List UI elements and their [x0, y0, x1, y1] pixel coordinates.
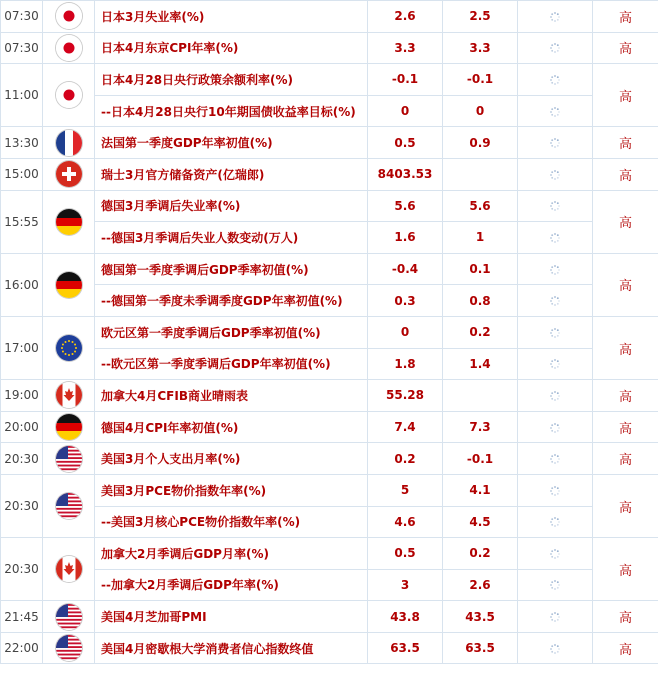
event-time: 19:00: [1, 380, 43, 412]
event-name-link[interactable]: 瑞士3月官方储备资产(亿瑞郎): [95, 158, 368, 190]
country-flag-cell: [43, 632, 95, 664]
actual-value-cell: [518, 632, 593, 664]
table-row: [1, 538, 658, 570]
event-time: 22:00: [1, 632, 43, 664]
event-name-link[interactable]: --加拿大2月季调后GDP年率(%): [95, 569, 368, 601]
event-name-link[interactable]: 欧元区第一季度季调后GDP季率初值(%): [95, 316, 368, 348]
country-flag-cell: [43, 411, 95, 443]
loading-spinner-icon: [549, 579, 561, 591]
loading-spinner-icon: [549, 390, 561, 402]
previous-value: 0: [368, 95, 443, 127]
actual-value-cell: [518, 64, 593, 96]
previous-value: 55.28: [368, 380, 443, 412]
forecast-value: 2.5: [443, 1, 518, 33]
previous-value: 5: [368, 474, 443, 506]
japan-flag-icon: [56, 82, 82, 108]
forecast-value: 0.8: [443, 285, 518, 317]
forecast-value: 63.5: [443, 632, 518, 664]
importance-label: 高: [593, 1, 658, 33]
forecast-value: [443, 380, 518, 412]
loading-spinner-icon: [549, 516, 561, 528]
previous-value: 2.6: [368, 1, 443, 33]
previous-value: 1.8: [368, 348, 443, 380]
table-row: [1, 158, 658, 190]
importance-label: 高: [593, 538, 658, 601]
country-flag-cell: [43, 316, 95, 379]
event-name-link[interactable]: --德国第一季度未季调季度GDP年率初值(%): [95, 285, 368, 317]
importance-label: 高: [593, 158, 658, 190]
event-name-link[interactable]: --欧元区第一季度季调后GDP年率初值(%): [95, 348, 368, 380]
table-row: [1, 632, 658, 664]
event-name-link[interactable]: 美国3月个人支出月率(%): [95, 443, 368, 475]
japan-flag-icon: [56, 3, 82, 29]
loading-spinner-icon: [549, 453, 561, 465]
event-time: 21:45: [1, 601, 43, 633]
forecast-value: 4.5: [443, 506, 518, 538]
importance-label: 高: [593, 601, 658, 633]
importance-label: 高: [593, 64, 658, 127]
actual-value-cell: [518, 32, 593, 64]
previous-value: 8403.53: [368, 158, 443, 190]
event-name-link[interactable]: --日本4月28日央行10年期国债收益率目标(%): [95, 95, 368, 127]
event-name-link[interactable]: --德国3月季调后失业人数变动(万人): [95, 222, 368, 254]
forecast-value: 2.6: [443, 569, 518, 601]
actual-value-cell: [518, 506, 593, 538]
actual-value-cell: [518, 127, 593, 159]
event-name-link[interactable]: 加拿大2月季调后GDP月率(%): [95, 538, 368, 570]
forecast-value: 1.4: [443, 348, 518, 380]
forecast-value: -0.1: [443, 443, 518, 475]
country-flag-cell: [43, 253, 95, 316]
table-row: [1, 253, 658, 285]
previous-value: 43.8: [368, 601, 443, 633]
loading-spinner-icon: [549, 358, 561, 370]
event-time: 16:00: [1, 253, 43, 316]
event-name-link[interactable]: 美国4月密歇根大学消费者信心指数终值: [95, 632, 368, 664]
event-time: 11:00: [1, 64, 43, 127]
table-row: [1, 285, 658, 317]
previous-value: 5.6: [368, 190, 443, 222]
event-name-link[interactable]: 德国第一季度季调后GDP季率初值(%): [95, 253, 368, 285]
importance-label: 高: [593, 127, 658, 159]
event-time: 13:30: [1, 127, 43, 159]
previous-value: 3: [368, 569, 443, 601]
actual-value-cell: [518, 316, 593, 348]
loading-spinner-icon: [549, 106, 561, 118]
table-row: [1, 316, 658, 348]
actual-value-cell: [518, 443, 593, 475]
event-name-link[interactable]: 德国4月CPI年率初值(%): [95, 411, 368, 443]
country-flag-cell: [43, 1, 95, 33]
event-name-link[interactable]: --美国3月核心PCE物价指数年率(%): [95, 506, 368, 538]
event-name-link[interactable]: 法国第一季度GDP年率初值(%): [95, 127, 368, 159]
loading-spinner-icon: [549, 42, 561, 54]
forecast-value: [443, 158, 518, 190]
event-time: 20:30: [1, 538, 43, 601]
forecast-value: 5.6: [443, 190, 518, 222]
actual-value-cell: [518, 222, 593, 254]
loading-spinner-icon: [549, 11, 561, 23]
previous-value: 1.6: [368, 222, 443, 254]
table-row: [1, 64, 658, 96]
event-name-link[interactable]: 日本3月失业率(%): [95, 1, 368, 33]
forecast-value: 0.1: [443, 253, 518, 285]
germany-flag-icon: [56, 272, 82, 298]
previous-value: 7.4: [368, 411, 443, 443]
loading-spinner-icon: [549, 485, 561, 497]
actual-value-cell: [518, 601, 593, 633]
forecast-value: 0.2: [443, 538, 518, 570]
loading-spinner-icon: [549, 169, 561, 181]
event-time: 07:30: [1, 32, 43, 64]
importance-label: 高: [593, 443, 658, 475]
actual-value-cell: [518, 348, 593, 380]
loading-spinner-icon: [549, 232, 561, 244]
country-flag-cell: [43, 380, 95, 412]
event-name-link[interactable]: 德国3月季调后失业率(%): [95, 190, 368, 222]
forecast-value: 43.5: [443, 601, 518, 633]
country-flag-cell: [43, 158, 95, 190]
usa-flag-icon: [56, 604, 82, 630]
table-row: [1, 1, 658, 33]
event-name-link[interactable]: 加拿大4月CFIB商业晴雨表: [95, 380, 368, 412]
table-row: [1, 95, 658, 127]
previous-value: 3.3: [368, 32, 443, 64]
country-flag-cell: [43, 538, 95, 601]
importance-label: 高: [593, 253, 658, 316]
previous-value: 4.6: [368, 506, 443, 538]
loading-spinner-icon: [549, 295, 561, 307]
previous-value: -0.1: [368, 64, 443, 96]
country-flag-cell: [43, 601, 95, 633]
previous-value: -0.4: [368, 253, 443, 285]
table-row: [1, 32, 658, 64]
forecast-value: 0: [443, 95, 518, 127]
country-flag-cell: [43, 127, 95, 159]
actual-value-cell: [518, 569, 593, 601]
table-row: [1, 127, 658, 159]
previous-value: 63.5: [368, 632, 443, 664]
actual-value-cell: [518, 253, 593, 285]
importance-label: 高: [593, 316, 658, 379]
actual-value-cell: [518, 411, 593, 443]
loading-spinner-icon: [549, 74, 561, 86]
previous-value: 0.2: [368, 443, 443, 475]
forecast-value: -0.1: [443, 64, 518, 96]
event-time: 07:30: [1, 1, 43, 33]
importance-label: 高: [593, 190, 658, 253]
usa-flag-icon: [56, 446, 82, 472]
event-time: 15:55: [1, 190, 43, 253]
previous-value: 0.5: [368, 127, 443, 159]
country-flag-cell: [43, 64, 95, 127]
table-row: [1, 348, 658, 380]
actual-value-cell: [518, 538, 593, 570]
importance-label: 高: [593, 411, 658, 443]
country-flag-cell: [43, 443, 95, 475]
importance-label: 高: [593, 474, 658, 537]
country-flag-cell: [43, 474, 95, 537]
forecast-value: 1: [443, 222, 518, 254]
forecast-value: 0.9: [443, 127, 518, 159]
table-row: [1, 506, 658, 538]
forecast-value: 7.3: [443, 411, 518, 443]
loading-spinner-icon: [549, 264, 561, 276]
actual-value-cell: [518, 285, 593, 317]
actual-value-cell: [518, 158, 593, 190]
event-time: 20:00: [1, 411, 43, 443]
country-flag-cell: [43, 32, 95, 64]
germany-flag-icon: [56, 414, 82, 440]
forecast-value: 0.2: [443, 316, 518, 348]
actual-value-cell: [518, 474, 593, 506]
japan-flag-icon: [56, 35, 82, 61]
loading-spinner-icon: [549, 643, 561, 655]
germany-flag-icon: [56, 209, 82, 235]
table-row: [1, 474, 658, 506]
table-row: [1, 569, 658, 601]
canada-flag-icon: [56, 556, 82, 582]
importance-label: 高: [593, 632, 658, 664]
event-name-link[interactable]: 日本4月28日央行政策余额利率(%): [95, 64, 368, 96]
event-name-link[interactable]: 日本4月东京CPI年率(%): [95, 32, 368, 64]
importance-label: 高: [593, 32, 658, 64]
loading-spinner-icon: [549, 137, 561, 149]
actual-value-cell: [518, 380, 593, 412]
forecast-value: 3.3: [443, 32, 518, 64]
event-time: 20:30: [1, 443, 43, 475]
table-row: [1, 222, 658, 254]
loading-spinner-icon: [549, 327, 561, 339]
table-row: [1, 411, 658, 443]
table-row: [1, 601, 658, 633]
event-name-link[interactable]: 美国4月芝加哥PMI: [95, 601, 368, 633]
canada-flag-icon: [56, 382, 82, 408]
forecast-value: 4.1: [443, 474, 518, 506]
previous-value: 0.3: [368, 285, 443, 317]
usa-flag-icon: [56, 635, 82, 661]
eu-flag-icon: [56, 335, 82, 361]
country-flag-cell: [43, 190, 95, 253]
loading-spinner-icon: [549, 548, 561, 560]
table-row: [1, 190, 658, 222]
event-name-link[interactable]: 美国3月PCE物价指数年率(%): [95, 474, 368, 506]
switzerland-flag-icon: [56, 161, 82, 187]
actual-value-cell: [518, 95, 593, 127]
loading-spinner-icon: [549, 200, 561, 212]
importance-label: 高: [593, 380, 658, 412]
loading-spinner-icon: [549, 422, 561, 434]
table-row: [1, 443, 658, 475]
france-flag-icon: [56, 130, 82, 156]
previous-value: 0: [368, 316, 443, 348]
previous-value: 0.5: [368, 538, 443, 570]
event-time: 20:30: [1, 474, 43, 537]
table-row: [1, 380, 658, 412]
event-time: 15:00: [1, 158, 43, 190]
event-time: 17:00: [1, 316, 43, 379]
usa-flag-icon: [56, 493, 82, 519]
actual-value-cell: [518, 1, 593, 33]
loading-spinner-icon: [549, 611, 561, 623]
actual-value-cell: [518, 190, 593, 222]
